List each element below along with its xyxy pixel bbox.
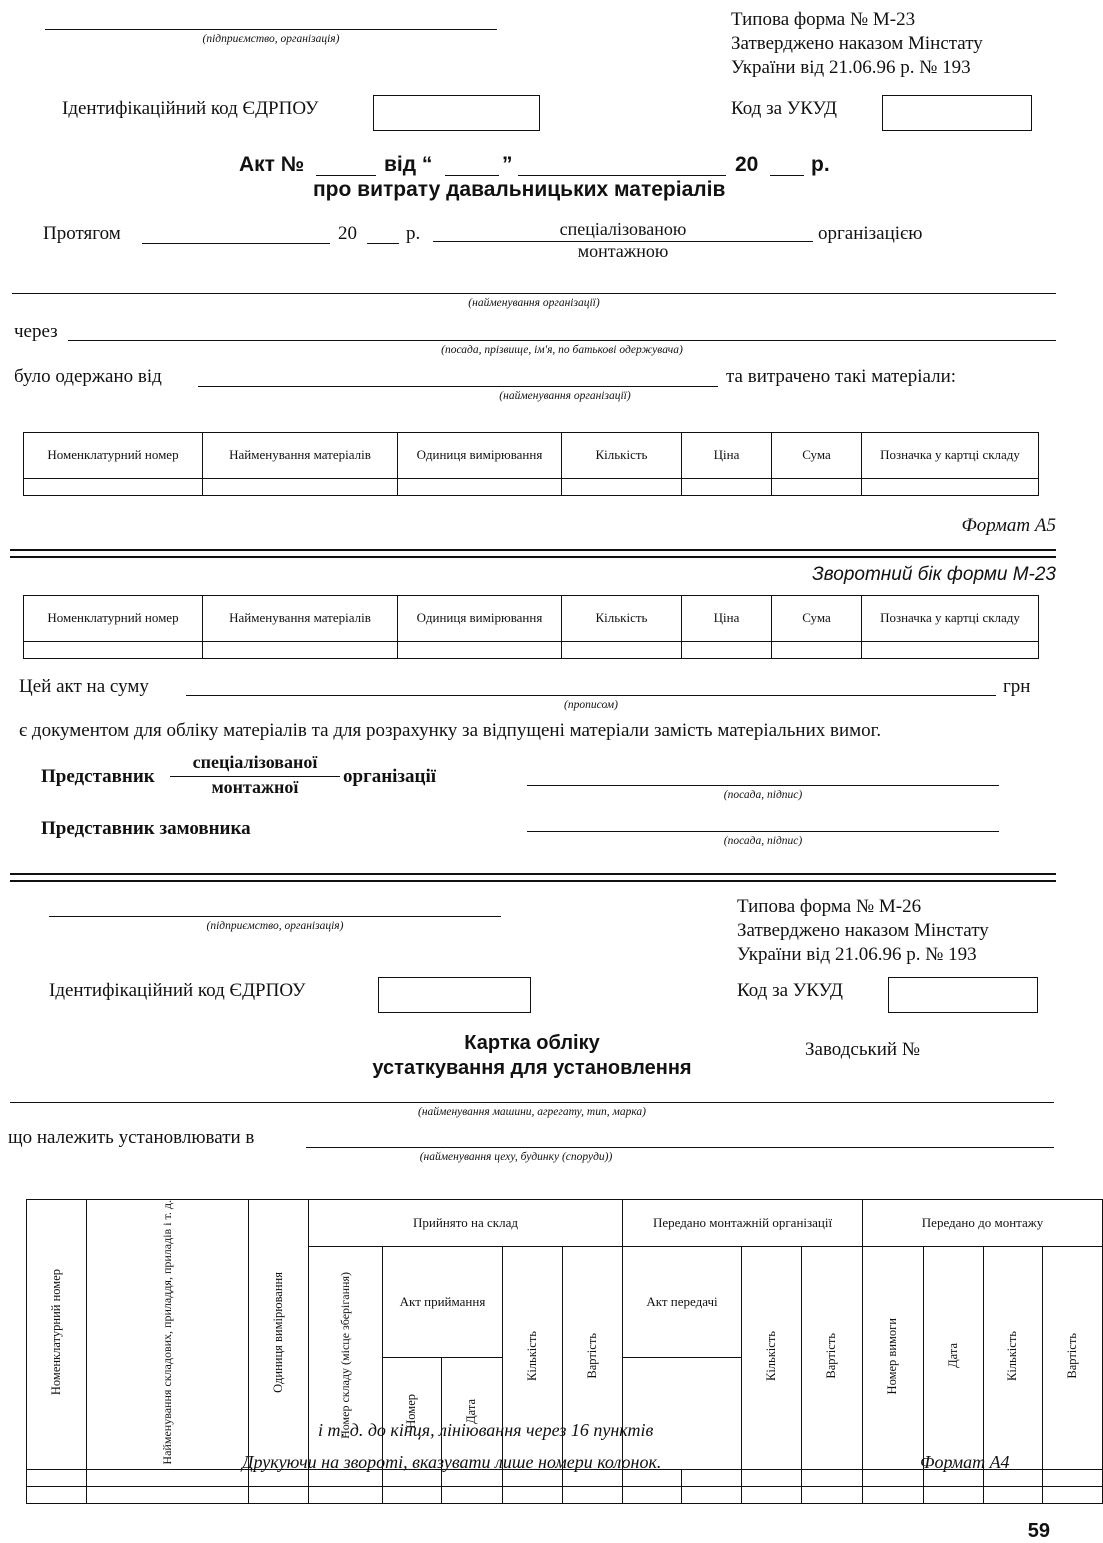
th-quantity: Кількість [742,1247,802,1470]
received-caption: (найменування організації) [499,390,631,402]
org-name-caption: (найменування організації) [468,297,600,309]
form-info-line: України від 21.06.96 р. № 193 [737,944,977,965]
format-a4-label: Формат А4 [920,1452,1010,1472]
signature-caption: (посада, підпис) [723,789,803,801]
act-number-line[interactable] [316,175,376,176]
machine-name-line[interactable] [10,1102,1054,1103]
th-material-name: Найменування матеріалів [203,596,398,642]
th-sum: Сума [772,433,862,479]
th-warehouse-no: Номер складу (місце зберігання) [309,1247,383,1470]
th-quantity: Кількість [562,596,682,642]
signature-caption: (посада, підпис) [723,835,803,847]
form-info-line: Типова форма № М-26 [737,896,922,917]
org-type-bottom: монтажною [577,241,669,261]
ukud-input-box[interactable] [888,977,1038,1013]
edrpou-input-box[interactable] [373,95,540,131]
th-nomenclature: Номенклатурний номер [24,596,203,642]
th-sum: Сума [772,596,862,642]
during-year-prefix: 20 [338,223,357,244]
enterprise-caption: (підприємство, організація) [206,920,344,932]
th-price: Ціна [682,596,772,642]
th-to-mounting-group: Передано до монтажу [863,1200,1103,1247]
rep-org-type-bottom: монтажної [211,777,299,797]
footnote-ruling: і т. д. до кінця, лініювання через 16 пунктів [318,1420,654,1440]
form-info-m23 [731,8,983,80]
card-title-line2: устаткування для установлення [372,1057,692,1079]
act-number-label: Акт № [239,153,305,176]
edrpou-input-box[interactable] [378,977,531,1013]
th-quantity: Кількість [503,1247,563,1470]
ukud-label: Код за УКУД [731,98,838,119]
form-info-line: Затверджено наказом Мінстату [731,33,983,54]
edrpou-label: Ідентифікаційний код ЄДРПОУ [49,980,306,1001]
th-warehouse-mark: Позначка у картці складу [862,596,1039,642]
th-date: Дата [924,1247,984,1470]
contractor-signature-line[interactable] [527,785,999,786]
customer-rep-label: Представник замовника [41,818,251,839]
act-year-prefix: 20 [735,153,759,176]
th-transferred-group: Передано монтажній організації [623,1200,863,1247]
org-type-top: спеціалізованою [559,219,687,239]
form-info-line: Типова форма № М-23 [731,9,916,30]
during-year-suffix: р. [406,223,421,244]
customer-signature-line[interactable] [527,831,999,832]
edrpou-label: Ідентифікаційний код ЄДРПОУ [62,98,319,119]
th-nomenclature: Номенклатурний номер [27,1200,87,1470]
footnote-printing: Друкуючи на звороті, вказувати лише номери колонок. [242,1452,662,1472]
enterprise-line[interactable] [45,29,497,30]
received-from-line[interactable] [198,386,718,387]
th-component-name: Найменування складових, приладдя, приладів і т. д. [87,1200,249,1470]
form-info-m26 [737,895,989,967]
form-info-line: Затверджено наказом Мінстату [737,920,989,941]
ukud-label: Код за УКУД [737,980,844,1001]
machine-caption: (найменування машини, агрегату, тип, марка) [417,1106,646,1118]
th-unit: Одиниця вимірювання [398,433,562,479]
act-month-line[interactable] [518,175,726,176]
factory-number-label: Заводський № [805,1039,920,1060]
rep-org-type-top: спеціалізованої [192,752,318,772]
during-period-line[interactable] [142,243,330,244]
th-accepted-group: Прийнято на склад [309,1200,623,1247]
th-quantity: Кількість [562,433,682,479]
enterprise-line[interactable] [49,916,501,917]
card-title-line1: Картка обліку [464,1032,600,1054]
materials-table-reverse [23,595,1039,659]
rep-prefix: Представник [41,766,155,787]
th-value: Вартість [1043,1247,1103,1470]
th-unit: Одиниця вимірювання [249,1200,309,1470]
during-year-line[interactable] [367,243,399,244]
during-label: Протягом [43,223,121,244]
card-title [350,1031,714,1081]
th-material-name: Найменування матеріалів [203,433,398,479]
th-nomenclature: Номенклатурний номер [24,433,203,479]
th-warehouse-mark: Позначка у картці складу [862,433,1039,479]
sum-caption: (прописом) [564,699,618,711]
th-request-no: Номер вимоги [863,1247,924,1470]
act-date-from: від “ [384,153,433,176]
separator [10,873,1056,875]
act-year-line[interactable] [770,175,804,176]
table-row[interactable] [27,1486,1103,1503]
act-subtitle: про витрату давальницьких матеріалів [313,178,726,201]
table-row[interactable] [24,642,1039,659]
workshop-line[interactable] [306,1147,1054,1148]
sum-label: Цей акт на суму [19,676,149,697]
format-a5-label: Формат А5 [961,515,1056,536]
separator [10,549,1056,551]
recipient-line[interactable] [68,340,1056,341]
th-acceptance-act: Акт приймання [383,1247,503,1358]
th-transfer-act: Акт передачі [623,1247,742,1358]
th-unit: Одиниця вимірювання [398,596,562,642]
form-info-line: України від 21.06.96 р. № 193 [731,57,971,78]
materials-table [23,432,1039,496]
table-row[interactable] [24,479,1039,496]
belongs-label: що належить установлювати в [8,1127,255,1148]
page-number: 59 [1027,1520,1050,1542]
separator [10,880,1056,882]
act-quote-close: ” [502,153,513,176]
received-from-label: було одержано від [14,366,162,387]
th-price: Ціна [682,433,772,479]
act-year-suffix: р. [811,153,830,176]
workshop-caption: (найменування цеху, будинку (споруди)) [419,1151,613,1163]
enterprise-caption: (підприємство, організація) [202,33,340,45]
sum-words-line[interactable] [186,695,996,696]
th-value: Вартість [802,1247,863,1470]
act-day-line[interactable] [445,175,499,176]
org-suffix: організацією [818,223,923,244]
document-statement: є документом для обліку матеріалів та для розрахунку за відпущені матеріали замість матеріальних вимог. [19,720,882,741]
rep-suffix: організації [343,766,437,787]
th-number: Номер [383,1358,442,1469]
through-label: через [14,321,58,342]
th-date: Дата [442,1358,503,1469]
sum-currency: грн [1003,676,1031,697]
received-suffix: та витрачено такі матеріали: [726,366,957,387]
th-value: Вартість [563,1247,623,1470]
separator [10,556,1056,558]
recipient-caption: (посада, прізвище, ім'я, по батькові одержувача) [441,344,683,356]
org-name-line[interactable] [12,293,1056,294]
ukud-input-box[interactable] [882,95,1032,131]
reverse-side-title: Зворотний бік форми М-23 [812,564,1056,585]
th-quantity: Кількість [984,1247,1043,1470]
